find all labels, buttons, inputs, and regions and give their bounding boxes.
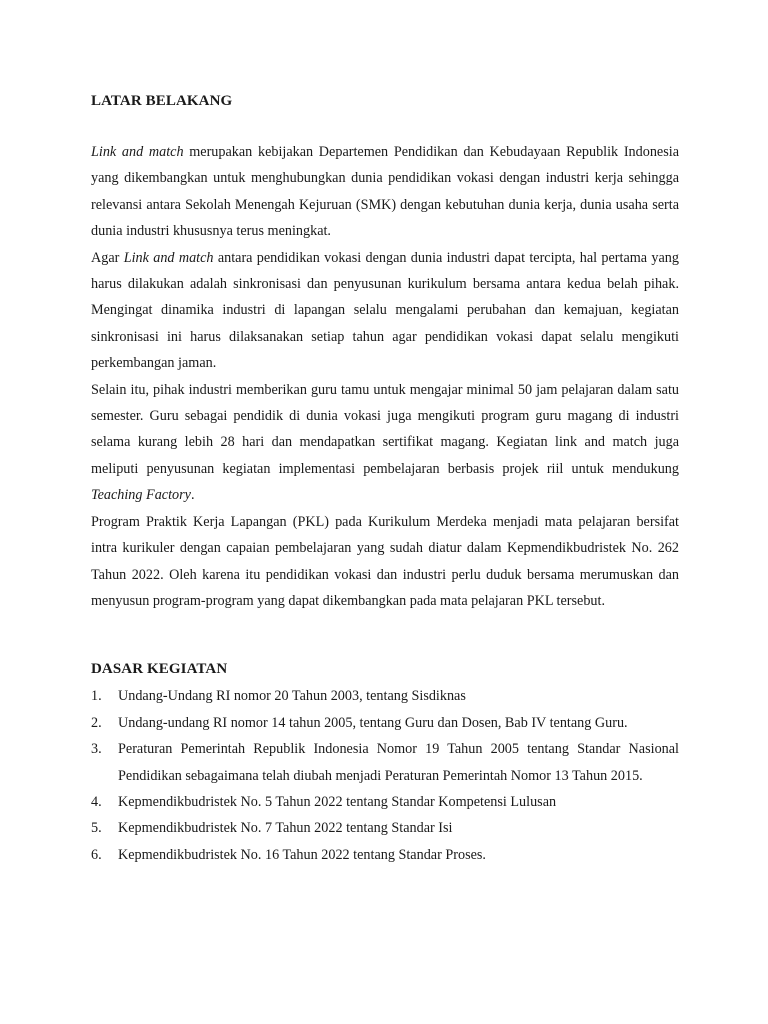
paragraph-3-post: . [190,487,195,504]
emphasis-link-and-match: Link and match [123,249,214,266]
list-item [91,842,679,868]
list-item-number: 3. [91,741,102,758]
list-item-text: Kepmendikbudristek No. 16 Tahun 2022 tentang Standar Proses. [118,846,486,863]
list-item-number: 6. [91,846,102,863]
paragraph-2-pre: Agar [91,249,124,266]
list-item-number: 4. [91,793,102,810]
list-item-number: 5. [91,820,102,837]
list-item [91,683,679,709]
list-item-text: Kepmendikbudristek No. 7 Tahun 2022 tentang Standar Isi [118,820,453,837]
list-item-text: Undang-Undang RI nomor 20 Tahun 2003, tentang Sisdiknas [118,688,466,705]
paragraph-1-text: merupakan kebijakan Departemen Pendidikan dan Kebudayaan Republik Indonesia yang dikembangkan untuk menghubungkan dunia pendidikan vokasi dengan industri kerja sehingga relevansi antara Sekolah Menengah Kejuruan (SMK) dengan kebutuhan dunia kerja, dunia usaha serta dunia industri khususnya terus meningkat. [91,144,679,240]
paragraph-3 [91,377,679,509]
document-page [91,86,679,868]
section-title-latar-belakang: LATAR BELAKANG [91,93,233,109]
dasar-kegiatan-list [91,683,679,868]
section-spacer [91,614,679,657]
list-item-number: 1. [91,688,102,705]
list-item-text: Peraturan Pemerintah Republik Indonesia Nomor 19 Tahun 2005 tentang Standar Nasional Pendidikan sebagaimana telah diubah menjadi Peraturan Pemerintah Nomor 13 Tahun 2015. [118,741,679,784]
list-item-number: 2. [91,714,102,731]
section-title-dasar-kegiatan: DASAR KEGIATAN [91,661,228,678]
paragraph-2-text: antara pendidikan vokasi dengan dunia industri dapat tercipta, hal pertama yang harus dilakukan adalah sinkronisasi dan penyusunan kurikulum bersama antara kedua belah pihak. Mengingat dinamika industri di lapangan selalu mengalami perubahan dan kemajuan, kegiatan sinkronisasi ini harus dilaksanakan setiap tahun agar pendidikan vokasi dapat selalu mengikuti perkembangan jaman. [91,249,679,372]
emphasis-link-and-match: Link and match [91,144,184,160]
paragraph-4 [91,509,679,615]
paragraph-3-text: Selain itu, pihak industri memberikan guru tamu untuk mengajar minimal 50 jam pelajaran dalam satu semester. Guru sebagai pendidik di dunia vokasi juga mengikuti program guru magang di industri selama kurang lebih 28 hari dan mendapatkan sertifikat magang. Kegiatan link and match juga meliputi penyusunan kegiatan implementasi pembelajaran berbasis projek riil untuk mendukung [91,381,679,477]
paragraph-4-text: Program Praktik Kerja Lapangan (PKL) pada Kurikulum Merdeka menjadi mata pelajaran bersifat intra kurikuler dengan capaian pembelajaran yang sudah diatur dalam Kepmendikbudristek No. 262 Tahun 2022. Oleh karena itu pendidikan vokasi dan industri perlu duduk bersama merumuskan dan menyusun program-program yang dapat dikembangkan pada mata pelajaran PKL tersebut. [91,513,679,609]
list-item [91,710,679,736]
list-item [91,736,679,789]
paragraph-1 [91,139,679,245]
list-item [91,815,679,841]
paragraph-2 [91,245,679,377]
list-item-text: Undang-undang RI nomor 14 tahun 2005, tentang Guru dan Dosen, Bab IV tentang Guru. [118,714,628,731]
list-item-text: Kepmendikbudristek No. 5 Tahun 2022 tentang Standar Kompetensi Lulusan [118,793,557,810]
emphasis-teaching-factory: Teaching Factory [91,487,191,504]
list-item [91,789,679,815]
